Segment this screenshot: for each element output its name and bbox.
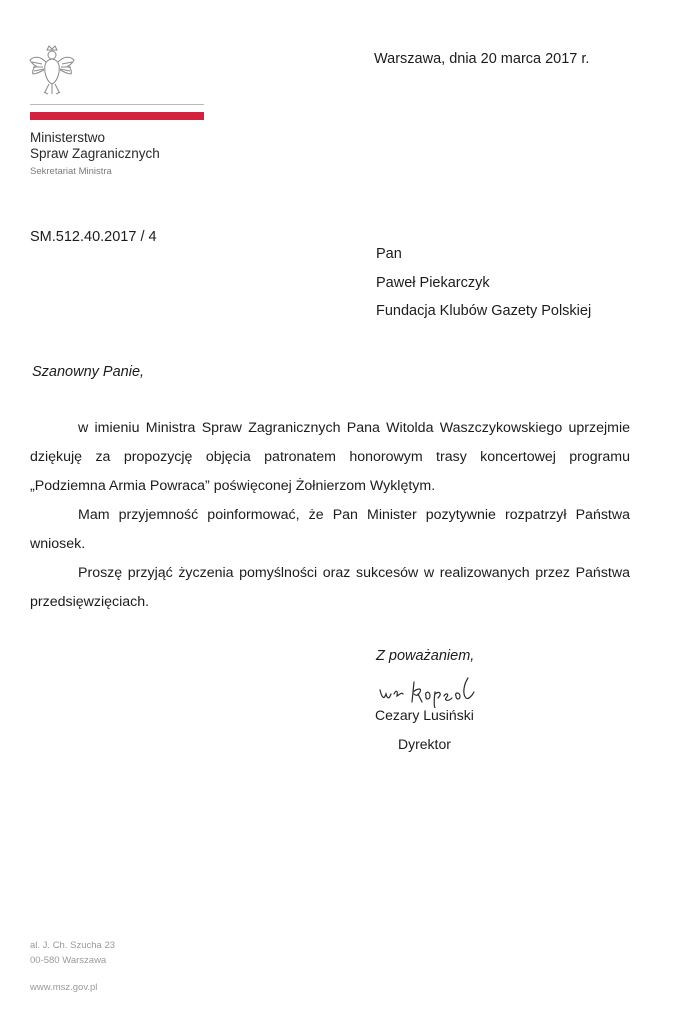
body-paragraph-1: w imieniu Ministra Spraw Zagranicznych Pana Witolda Waszczykowskiego uprzejmie dziękuję za propozycję objęcia patronatem honorowym trasy koncertowej programu „Podziemna Armia Powraca” poświęconej Żołnierzom Wyklętym. [30,420,630,494]
recipient-organization: Fundacja Klubów Gazety Polskiej [376,303,592,319]
signer-title: Dyrektor [398,736,451,752]
flag-red-stripe [30,112,204,120]
ministry-name [30,130,160,162]
flag-white-stripe-border [30,104,204,105]
body-paragraph-2: Mam przyjemność poinformować, że Pan Minister pozytywnie rozpatrzył Państwa wniosek. [30,507,630,552]
signer-name: Cezary Lusiński [375,707,474,723]
body-paragraph-3: Proszę przyjąć życzenia pomyślności oraz sukcesów w realizowanych przez Państwa przedsięwzięciach. [30,565,630,610]
ministry-line-2: Spraw Zagranicznych [30,146,160,161]
footer-address-line-2: 00-580 Warszawa [30,955,107,966]
ministry-line-1: Ministerstwo [30,130,106,145]
secretariat-label: Sekretariat Ministra [30,166,112,177]
handwritten-signature [378,672,486,708]
polish-eagle-emblem-icon [28,44,76,98]
letter-body [30,414,630,617]
footer-website: www.msz.gov.pl [30,982,98,993]
letter-date: Warszawa, dnia 20 marca 2017 r. [374,51,590,67]
reference-number: SM.512.40.2017 / 4 [30,229,157,245]
recipient-salutation: Pan [376,246,402,262]
greeting: Szanowny Panie, [32,364,145,380]
recipient-name: Paweł Piekarczyk [376,275,490,291]
closing-phrase: Z poważaniem, [376,648,475,664]
footer-address-line-1: al. J. Ch. Szucha 23 [30,940,116,951]
